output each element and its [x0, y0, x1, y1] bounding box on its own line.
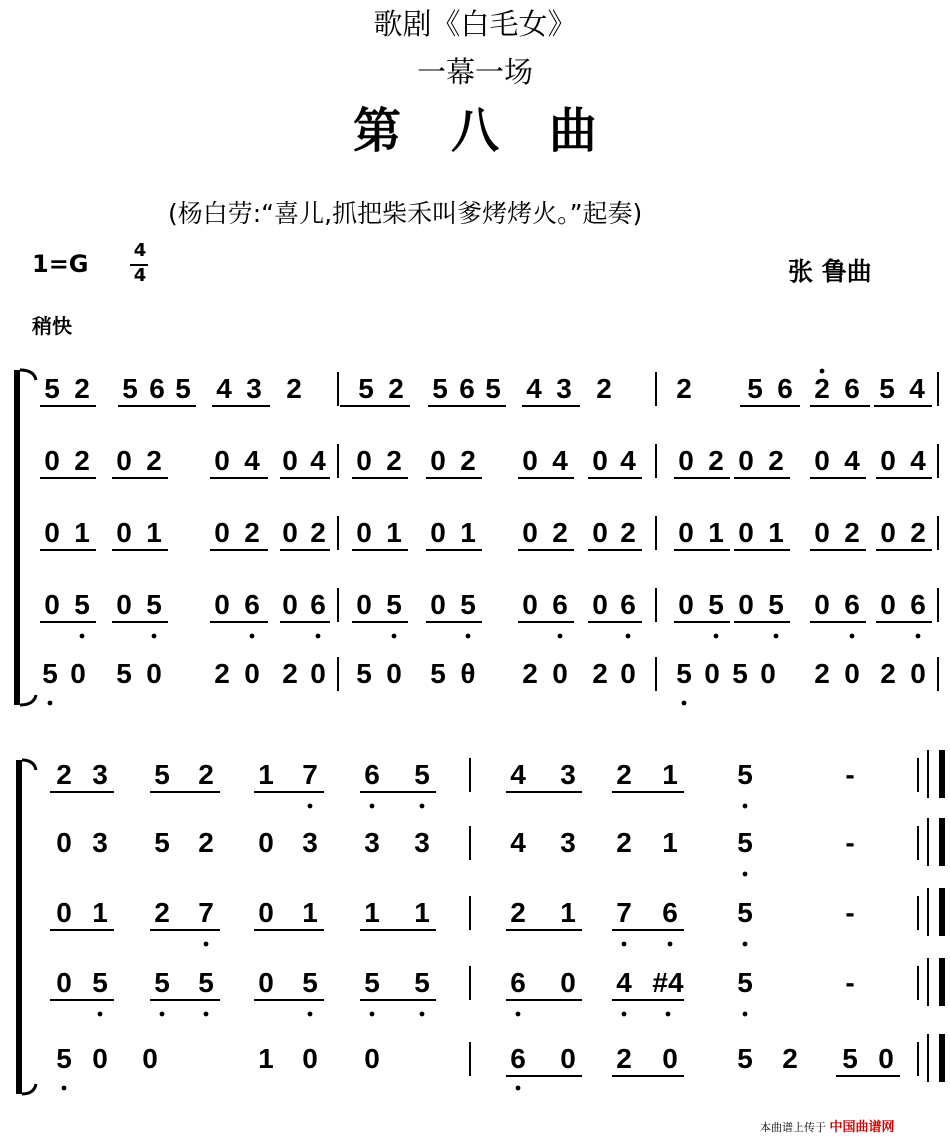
note: 5 [737, 1043, 753, 1074]
note: 2 [522, 658, 538, 689]
note: 0 [116, 589, 132, 620]
note: 0 [430, 589, 446, 620]
note: 0 [522, 589, 538, 620]
time-signature-top: 4 [133, 240, 147, 261]
octave-dot-below [743, 872, 748, 877]
system-brace-bar [16, 760, 22, 1094]
octave-dot-below [682, 701, 687, 706]
note: 5 [414, 967, 430, 998]
note: - [845, 897, 855, 928]
note: 5 [198, 967, 214, 998]
note: 0 [282, 589, 298, 620]
note: 2 [616, 1043, 632, 1074]
note: 0 [92, 1043, 108, 1074]
note: 4 [510, 827, 526, 858]
note: 0 [678, 589, 694, 620]
note: 4 [310, 445, 326, 476]
note: 0 [282, 517, 298, 548]
octave-dot-below [850, 634, 855, 639]
note: 5 [747, 373, 763, 404]
note: 0 [310, 658, 326, 689]
note: 1 [92, 897, 108, 928]
note: 1 [460, 517, 476, 548]
note: 4 [552, 445, 568, 476]
note: 6 [910, 589, 926, 620]
octave-dot-below [308, 804, 313, 809]
note: 2 [880, 658, 896, 689]
note: 0 [302, 1043, 318, 1074]
note: 2 [676, 373, 692, 404]
note: 0 [704, 658, 720, 689]
octave-dot-below [626, 634, 631, 639]
note: 2 [844, 517, 860, 548]
note: 0 [214, 445, 230, 476]
note: 5 [74, 589, 90, 620]
note: 4 [510, 759, 526, 790]
note: 5 [154, 827, 170, 858]
octave-dot-below [666, 1012, 671, 1017]
note: 3 [364, 827, 380, 858]
octave-dot-below [80, 634, 85, 639]
note: 0 [70, 658, 86, 689]
octave-dot-below [48, 701, 53, 706]
note: 0 [364, 1043, 380, 1074]
note: 1 [302, 897, 318, 928]
note: 0 [844, 658, 860, 689]
note: 5 [732, 658, 748, 689]
note: 5 [92, 967, 108, 998]
note: 5 [358, 373, 374, 404]
octave-dot-below [392, 634, 397, 639]
note: 0 [678, 445, 694, 476]
note: 6 [844, 373, 860, 404]
note: 2 [782, 1043, 798, 1074]
octave-dot-below [204, 942, 209, 947]
time-signature-bottom: 4 [133, 265, 147, 286]
note: 1 [386, 517, 402, 548]
note: 0 [814, 517, 830, 548]
note: 2 [552, 517, 568, 548]
octave-dot-below [316, 634, 321, 639]
note: - [845, 759, 855, 790]
octave-dot-below [466, 634, 471, 639]
octave-dot-below [714, 634, 719, 639]
note: 0 [738, 589, 754, 620]
system-brace-hook-bottom [20, 695, 36, 705]
note: 0 [356, 445, 372, 476]
note: 5 [356, 658, 372, 689]
system-brace-hook-top [20, 370, 36, 380]
note: 0 [56, 967, 72, 998]
note: 2 [214, 658, 230, 689]
octave-dot-below [308, 1012, 313, 1017]
note: 5 [56, 1043, 72, 1074]
note: 0 [678, 517, 694, 548]
composer: 张 鲁曲 [788, 257, 872, 286]
note: 2 [814, 658, 830, 689]
note: 5 [676, 658, 692, 689]
note: 5 [175, 373, 191, 404]
note: 2 [620, 517, 636, 548]
octave-dot-below [516, 1086, 521, 1091]
note: 2 [708, 445, 724, 476]
note: 0 [142, 1043, 158, 1074]
note: 4 [909, 373, 925, 404]
system-brace-bar [14, 370, 20, 705]
key-signature: 1=G [32, 250, 89, 278]
note: 5 [364, 967, 380, 998]
note: 0 [560, 967, 576, 998]
note: 4 [526, 373, 542, 404]
note: 0 [522, 445, 538, 476]
note: 0 [738, 445, 754, 476]
note: 0 [214, 589, 230, 620]
note: 1 [74, 517, 90, 548]
note: θ [460, 658, 476, 689]
note: 4 [910, 445, 926, 476]
note: 0 [386, 658, 402, 689]
system-brace-hook-top [22, 760, 36, 770]
note: 0 [592, 517, 608, 548]
note: 2 [146, 445, 162, 476]
tempo-marking: 稍快 [32, 314, 72, 338]
note: 6 [620, 589, 636, 620]
note: 2 [74, 445, 90, 476]
note: 0 [738, 517, 754, 548]
note: 5 [122, 373, 138, 404]
note: 2 [616, 827, 632, 858]
note: 5 [485, 373, 501, 404]
octave-dot-below [916, 634, 921, 639]
note: 2 [910, 517, 926, 548]
note: 2 [768, 445, 784, 476]
note: 4 [244, 445, 260, 476]
note: 5 [154, 967, 170, 998]
note: 2 [56, 759, 72, 790]
note: 0 [430, 445, 446, 476]
note: 5 [386, 589, 402, 620]
note: 4 [216, 373, 232, 404]
note: 5 [432, 373, 448, 404]
note: 2 [814, 373, 830, 404]
note: 6 [364, 759, 380, 790]
note: 6 [149, 373, 165, 404]
note: 6 [310, 589, 326, 620]
note: 0 [880, 517, 896, 548]
note: 2 [388, 373, 404, 404]
footer-text: 本曲谱上传于 [760, 1121, 826, 1134]
octave-dot-below [516, 1012, 521, 1017]
footer-brand: 中国曲谱网 [829, 1120, 895, 1135]
note: 5 [460, 589, 476, 620]
note: 1 [662, 827, 678, 858]
note: #4 [652, 967, 684, 998]
note: 5 [116, 658, 132, 689]
octave-dot-below [204, 1012, 209, 1017]
note: 2 [244, 517, 260, 548]
note: 0 [116, 517, 132, 548]
note: 3 [414, 827, 430, 858]
note: 0 [880, 445, 896, 476]
note: 6 [244, 589, 260, 620]
octave-dot-below [668, 942, 673, 947]
note: 0 [430, 517, 446, 548]
note: 4 [616, 967, 632, 998]
performance-cue: (杨白劳:“喜儿,抓把柴禾叫爹烤烤火。”起奏) [168, 199, 643, 228]
system-brace-hook-bottom [22, 1084, 36, 1094]
note: 0 [56, 827, 72, 858]
octave-dot-below [62, 1086, 67, 1091]
note: 5 [737, 897, 753, 928]
octave-dot-below [743, 1012, 748, 1017]
note: 3 [560, 827, 576, 858]
octave-dot-below [98, 1012, 103, 1017]
note: 0 [258, 827, 274, 858]
note: 5 [768, 589, 784, 620]
note: 0 [258, 967, 274, 998]
note: 3 [560, 759, 576, 790]
note: 2 [198, 759, 214, 790]
octave-dot-below [622, 1012, 627, 1017]
note: 6 [510, 1043, 526, 1074]
note: 1 [662, 759, 678, 790]
note: 0 [552, 658, 568, 689]
note: 0 [592, 589, 608, 620]
note: 0 [356, 517, 372, 548]
note: 1 [560, 897, 576, 928]
octave-dot-below [743, 942, 748, 947]
note: 6 [459, 373, 475, 404]
octave-dot-below [420, 1012, 425, 1017]
note: 2 [198, 827, 214, 858]
octave-dot-below [370, 804, 375, 809]
note: 3 [92, 759, 108, 790]
piece-title: 第八曲 [352, 103, 647, 159]
note: 0 [814, 589, 830, 620]
note: 1 [146, 517, 162, 548]
note: 0 [356, 589, 372, 620]
note: 2 [154, 897, 170, 928]
note: 3 [246, 373, 262, 404]
page-subtitle: 一幕一场 [416, 55, 533, 89]
note: 5 [737, 759, 753, 790]
note: 5 [842, 1043, 858, 1074]
note: 6 [844, 589, 860, 620]
note: 0 [258, 897, 274, 928]
note: 0 [620, 658, 636, 689]
note: 2 [74, 373, 90, 404]
note: 3 [92, 827, 108, 858]
note: 6 [552, 589, 568, 620]
note: 0 [44, 589, 60, 620]
note: 5 [430, 658, 446, 689]
note: 0 [44, 517, 60, 548]
note: 6 [662, 897, 678, 928]
note: 0 [910, 658, 926, 689]
note: 1 [708, 517, 724, 548]
octave-dot-below [420, 804, 425, 809]
note: 1 [258, 759, 274, 790]
note: 0 [244, 658, 260, 689]
note: 3 [556, 373, 572, 404]
note: 5 [737, 967, 753, 998]
note: 2 [286, 373, 302, 404]
note: 0 [662, 1043, 678, 1074]
note: 7 [616, 897, 632, 928]
octave-dot-below [774, 634, 779, 639]
note: 2 [616, 759, 632, 790]
note: 7 [198, 897, 214, 928]
note: 6 [777, 373, 793, 404]
note: 0 [44, 445, 60, 476]
note: 0 [522, 517, 538, 548]
octave-dot-below [152, 634, 157, 639]
note: 5 [414, 759, 430, 790]
note: - [845, 827, 855, 858]
note: 5 [154, 759, 170, 790]
note: 4 [844, 445, 860, 476]
note: 5 [708, 589, 724, 620]
note: 2 [310, 517, 326, 548]
note: 4 [620, 445, 636, 476]
note: 0 [116, 445, 132, 476]
note: 3 [302, 827, 318, 858]
note: 5 [737, 827, 753, 858]
note: 5 [42, 658, 58, 689]
note: 0 [814, 445, 830, 476]
note: 0 [560, 1043, 576, 1074]
note: 0 [760, 658, 776, 689]
note: 0 [146, 658, 162, 689]
page-title: 歌剧《白毛女》 [373, 7, 577, 41]
note: 2 [592, 658, 608, 689]
note: - [845, 967, 855, 998]
footer [760, 1116, 895, 1135]
note: 2 [460, 445, 476, 476]
note: 5 [146, 589, 162, 620]
note: 0 [592, 445, 608, 476]
octave-dot-above [820, 369, 825, 374]
octave-dot-below [743, 804, 748, 809]
note: 5 [44, 373, 60, 404]
octave-dot-below [558, 634, 563, 639]
note: 0 [878, 1043, 894, 1074]
note: 2 [596, 373, 612, 404]
note: 1 [364, 897, 380, 928]
note: 5 [302, 967, 318, 998]
note: 1 [414, 897, 430, 928]
note: 1 [258, 1043, 274, 1074]
note: 5 [879, 373, 895, 404]
note: 2 [282, 658, 298, 689]
note: 2 [386, 445, 402, 476]
note: 2 [510, 897, 526, 928]
note: 7 [302, 759, 318, 790]
note: 0 [214, 517, 230, 548]
note: 1 [768, 517, 784, 548]
note: 0 [56, 897, 72, 928]
note: 0 [282, 445, 298, 476]
note: 0 [880, 589, 896, 620]
octave-dot-below [622, 942, 627, 947]
octave-dot-below [250, 634, 255, 639]
octave-dot-below [160, 1012, 165, 1017]
octave-dot-below [370, 1012, 375, 1017]
note: 6 [510, 967, 526, 998]
